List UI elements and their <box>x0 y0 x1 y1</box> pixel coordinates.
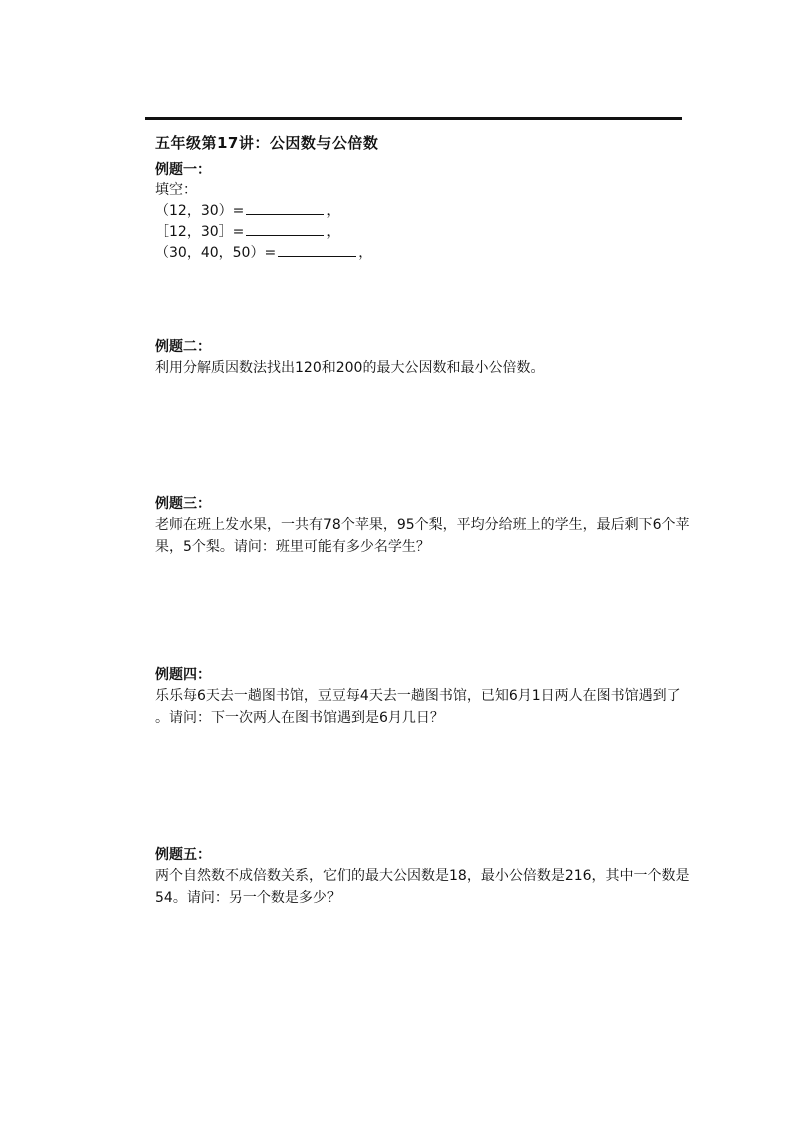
example-3-line-1: 老师在班上发水果，一共有78个苹果，95个梨，平均分给班上的学生，最后剩下6个苹 <box>155 517 690 533</box>
fill-line-gcd-punct: ， <box>326 203 341 219</box>
example-3 <box>155 494 695 558</box>
header-rule <box>145 117 682 120</box>
example-2-text: 利用分解质因数法找出120和200的最大公因数和最小公倍数。 <box>155 360 545 376</box>
example-5-label: 例题五： <box>155 847 211 863</box>
answer-blank[interactable] <box>246 200 324 215</box>
answer-blank[interactable] <box>278 242 356 257</box>
example-5-line-1: 两个自然数不成倍数关系，它们的最大公因数是18，最小公倍数是216，其中一个数是 <box>155 868 690 884</box>
example-1-label: 例题一： <box>155 162 211 178</box>
fill-line-gcd <box>155 200 695 221</box>
example-2-label: 例题二： <box>155 339 211 355</box>
answer-blank[interactable] <box>246 221 324 236</box>
fill-line-gcd-three-punct: ， <box>358 245 373 261</box>
fill-line-gcd-three <box>155 242 695 263</box>
example-3-line-2: 果，5个梨。请问：班里可能有多少名学生？ <box>155 539 430 555</box>
fill-line-gcd-three-expr: （30，40，50）= <box>155 245 277 261</box>
fill-line-lcm-expr: ［12，30］= <box>155 224 245 240</box>
example-1-intro: 填空： <box>155 182 197 198</box>
page-title: 五年级第17讲：公因数与公倍数 <box>155 134 379 152</box>
example-5 <box>155 845 695 909</box>
fill-line-lcm <box>155 221 695 242</box>
example-5-line-2: 54。请问：另一个数是多少？ <box>155 890 341 906</box>
fill-line-lcm-punct: ， <box>326 224 341 240</box>
example-4-label: 例题四： <box>155 667 211 683</box>
example-1 <box>155 160 695 263</box>
example-3-label: 例题三： <box>155 496 211 512</box>
example-4-line-2: 。请问：下一次两人在图书馆遇到是6月几日？ <box>155 710 444 726</box>
fill-line-gcd-expr: （12，30）= <box>155 203 245 219</box>
example-4 <box>155 665 695 729</box>
example-2 <box>155 337 695 379</box>
example-4-line-1: 乐乐每6天去一趟图书馆，豆豆每4天去一趟图书馆，已知6月1日两人在图书馆遇到了 <box>155 688 681 704</box>
